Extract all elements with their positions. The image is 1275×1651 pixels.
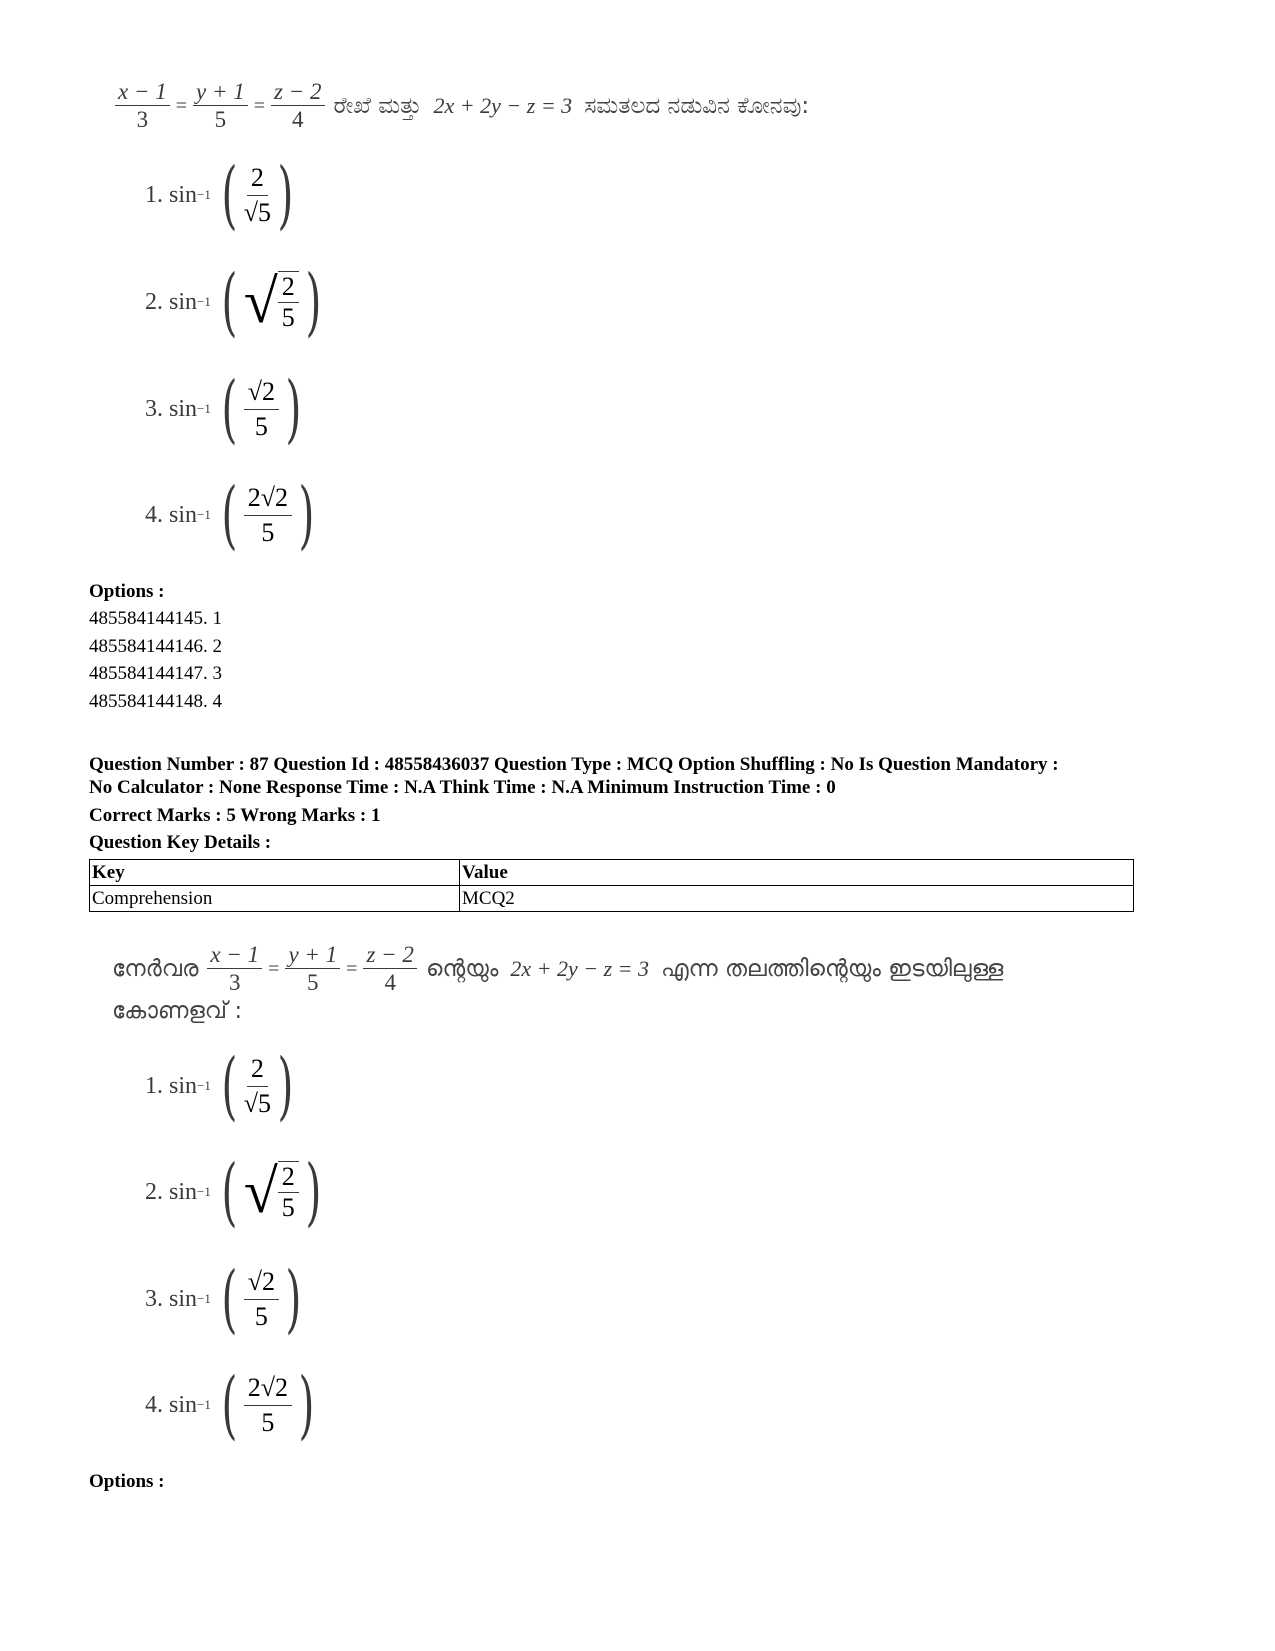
q2-option-4 [145,1360,321,1450]
option-id-row: 485584144147. 3 [89,663,222,684]
left-paren: ( [221,1256,238,1342]
question-2-stem-line-2 [112,998,248,1024]
option-label: 3. sin [145,1285,198,1312]
option-id-row: 485584144145. 1 [89,608,222,629]
fraction-denominator: 5 [307,970,319,996]
fraction-numerator: y + 1 [193,80,248,106]
fraction-denominator: 3 [136,107,149,133]
option-numerator: 2 [278,1162,299,1193]
option-id-row: 485584144148. 4 [89,691,222,712]
fraction-denominator: 4 [292,107,304,133]
option-denominator: 5 [281,303,295,332]
option-denominator: 5 [254,1301,268,1331]
option-label: 3. sin [145,395,198,422]
option-label: 1. sin [145,1072,198,1099]
plane-equation: 2x + 2y − z = 3 [433,93,573,119]
radicand [278,1161,299,1223]
option-denominator: 5 [261,1407,275,1437]
table-header-key: Key [90,860,460,886]
left-paren: ( [221,152,238,238]
option-denominator: √5 [243,1088,272,1118]
right-paren: ) [277,1043,294,1129]
options-heading: Options : [89,581,165,602]
option-fraction [244,1373,292,1438]
question-1-stem [112,80,815,132]
fraction-numerator: z − 2 [271,80,324,106]
option-superscript: −1 [197,1291,211,1306]
option-fraction [244,377,279,442]
fraction-numerator: z − 2 [363,943,416,969]
fraction-y [285,943,340,995]
key-details-table [89,859,1134,912]
left-paren: ( [221,1043,238,1129]
option-sqrt-fraction [243,1158,299,1226]
fraction-y [193,80,248,132]
fraction-z [363,943,416,995]
option-label: 2. sin [145,1178,198,1205]
question-meta-line-1: Question Number : 87 Question Id : 48558436037 Question Type : MCQ Option Shuffling : No Is Question Mandatory : [89,754,1059,775]
table-header-value: Value [460,860,1134,886]
option-numerator: 2√2 [244,1373,292,1406]
option-numerator: √2 [244,377,279,410]
option-sqrt-fraction [243,268,299,336]
option-fraction [244,483,292,548]
right-paren: ) [305,259,322,345]
option-superscript: −1 [197,294,211,309]
q1-option-1 [145,150,300,240]
right-paren: ) [285,1256,302,1342]
stem-text: ಸಮತಲದ ನಡುವಿನ ಕೋನವು: [584,93,810,120]
table-header-row [90,860,1134,886]
option-denominator: 5 [254,411,268,441]
option-numerator: √2 [244,1267,279,1300]
option-fraction [244,163,271,228]
fraction-denominator: 4 [384,970,396,996]
option-denominator: 5 [281,1193,295,1222]
left-paren: ( [221,1149,238,1235]
fraction-x [207,943,262,995]
q2-option-2 [145,1147,328,1237]
option-label: 4. sin [145,501,198,528]
equals-sign: = [268,957,280,980]
q2-option-3 [145,1254,308,1344]
left-paren: ( [221,1362,238,1448]
table-row [90,886,1134,912]
option-label: 1. sin [145,181,198,208]
fraction-denominator: 3 [229,970,241,996]
right-paren: ) [305,1149,322,1235]
option-label: 2. sin [145,288,198,315]
option-label: 4. sin [145,1391,198,1418]
q1-option-3 [145,364,308,454]
table-cell-key: Comprehension [90,886,460,912]
option-superscript: −1 [197,401,211,416]
q1-option-2 [145,257,328,347]
option-numerator: 2 [247,163,268,196]
option-superscript: −1 [197,187,211,202]
fraction-numerator: x − 1 [115,80,170,106]
left-paren: ( [221,366,238,452]
radicand [278,271,299,333]
option-superscript: −1 [197,507,211,522]
fraction-x [115,80,170,132]
right-paren: ) [298,1362,315,1448]
question-2-stem [112,943,1009,995]
fraction-numerator: x − 1 [207,943,262,969]
option-denominator: √5 [243,197,272,227]
question-marks: Correct Marks : 5 Wrong Marks : 1 [89,805,381,826]
option-numerator: 2√2 [244,483,292,516]
q1-option-4 [145,470,321,560]
option-superscript: −1 [197,1397,211,1412]
equals-sign: = [346,957,358,980]
option-superscript: −1 [197,1184,211,1199]
radical-sign: √ [243,268,278,336]
stem-text: എന്ന തലത്തിന്റെയും ഇടയിലുള്ള [661,956,1004,983]
left-paren: ( [221,472,238,558]
option-id-row: 485584144146. 2 [89,636,222,657]
stem-text: ರೇಖೆ ಮತ್ತು [333,93,422,120]
fraction-numerator: y + 1 [285,943,340,969]
fraction-z [271,80,324,132]
right-paren: ) [298,472,315,558]
left-paren: ( [221,259,238,345]
option-numerator: 2 [247,1054,268,1087]
table-cell-value: MCQ2 [460,886,1134,912]
equals-sign: = [253,94,266,117]
equals-sign: = [175,94,188,117]
radical-sign: √ [243,1158,278,1226]
question-key-details-heading: Question Key Details : [89,832,272,853]
options-heading: Options : [89,1471,165,1492]
plane-equation: 2x + 2y − z = 3 [510,956,650,982]
option-fraction [244,1054,271,1119]
right-paren: ) [277,152,294,238]
stem-text: ന്റെയും [425,956,499,983]
fraction-denominator: 5 [214,107,227,133]
right-paren: ) [285,366,302,452]
option-superscript: −1 [197,1078,211,1093]
stem-text: നേർവര [112,956,199,983]
q2-option-1 [145,1041,300,1131]
question-meta-line-2: No Calculator : None Response Time : N.A Think Time : N.A Minimum Instruction Time : 0 [89,777,836,798]
option-fraction [244,1267,279,1332]
option-denominator: 5 [261,517,275,547]
stem-text: കോണളവ് : [112,998,243,1024]
option-numerator: 2 [278,272,299,303]
